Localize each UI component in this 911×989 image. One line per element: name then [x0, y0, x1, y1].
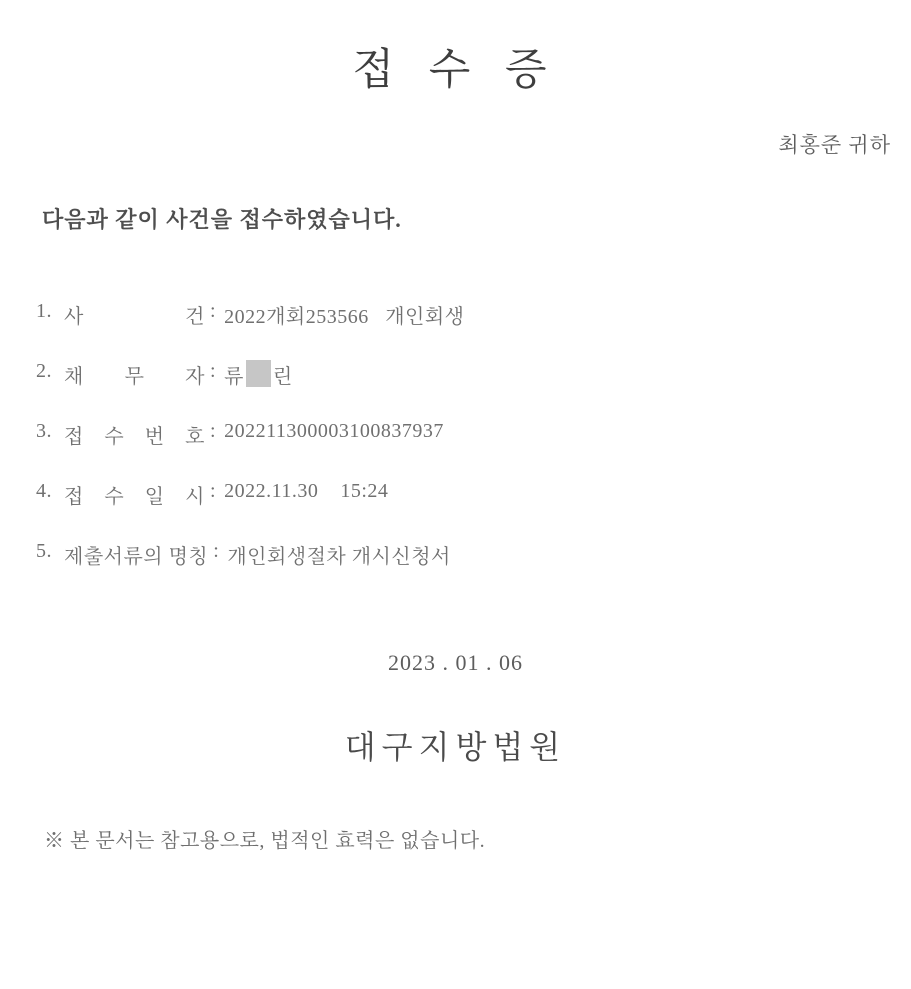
item-label: 채 무 자 [64, 366, 205, 388]
receipt-datetime-value: 2022.11.30 15:24 [224, 480, 389, 502]
item-label: 접 수 일 시 [64, 486, 205, 508]
court-name: 대구지방법원 [344, 729, 567, 765]
item-number: 5. [36, 540, 52, 562]
item-label: 제출서류의 명칭 [64, 546, 209, 568]
item-label: 사 건 [64, 306, 205, 328]
item-number: 1. [36, 300, 52, 322]
list-item-receipt-number [36, 420, 911, 446]
recipient-line: 최홍준 귀하 [778, 133, 891, 157]
list-item-receipt-datetime [36, 480, 911, 506]
item-colon: : [210, 360, 217, 382]
item-number: 3. [36, 420, 52, 442]
item-number: 4. [36, 480, 52, 502]
receipt-detail-list [0, 300, 911, 566]
case-number-value: 2022개회253566 개인회생 [224, 306, 465, 328]
item-colon: : [213, 540, 220, 562]
list-item-case [36, 300, 911, 326]
list-item-document-name [36, 540, 911, 566]
debtor-name-prefix: 류 [224, 366, 244, 388]
issue-date: 2023 . 01 . 06 [388, 650, 523, 675]
document-name-value: 개인회생절차 개시신청서 [227, 546, 451, 568]
debtor-name-suffix: 린 [272, 366, 293, 388]
item-number: 2. [36, 360, 52, 382]
intro-text: 다음과 같이 사건을 접수하였습니다. [42, 207, 402, 232]
item-colon: : [210, 420, 217, 442]
disclaimer-footnote: ※ 본 문서는 참고용으로, 법적인 효력은 없습니다. [44, 830, 486, 852]
redacted-name-box [246, 360, 271, 387]
item-label: 접 수 번 호 [64, 426, 205, 448]
receipt-number-value: 202211300003100837937 [224, 420, 444, 442]
document-title: 접 수 증 [352, 47, 559, 94]
item-colon: : [210, 480, 217, 502]
item-colon: : [210, 300, 217, 322]
list-item-debtor [36, 360, 911, 386]
